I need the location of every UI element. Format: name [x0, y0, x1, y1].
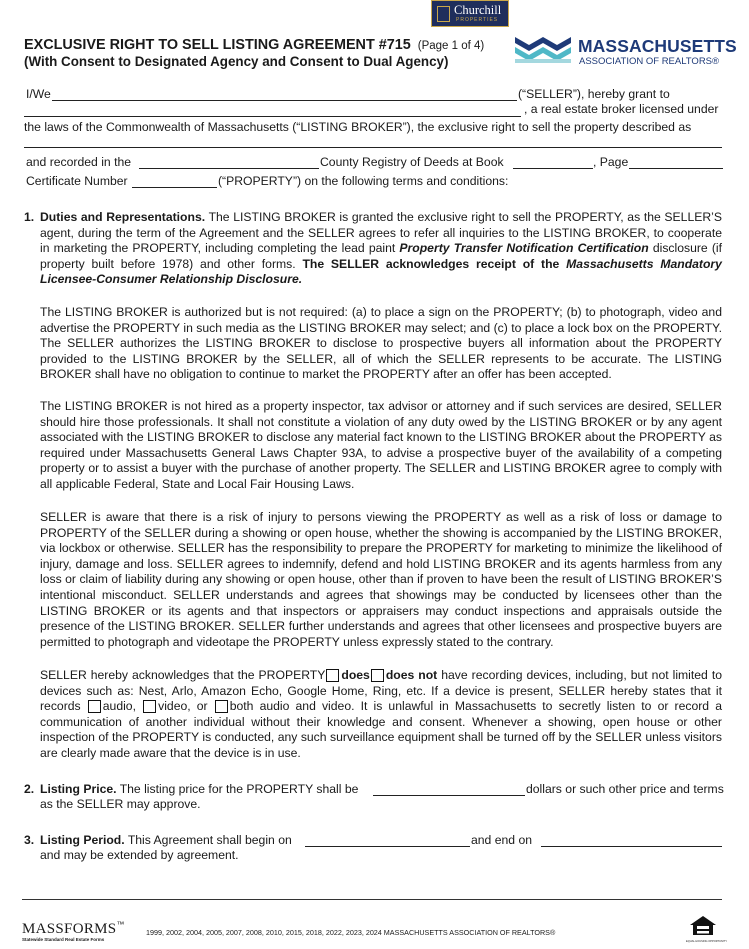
footer-divider: [22, 899, 722, 900]
churchill-logo: [431, 0, 509, 27]
seller-grant-text: (“SELLER”), hereby grant to: [518, 87, 670, 101]
iwe-label: I/We: [26, 87, 51, 101]
equal-housing-icon: [689, 915, 717, 939]
page-field[interactable]: [629, 168, 723, 169]
does-checkbox[interactable]: [326, 669, 339, 682]
section1-p1-text: The LISTING BROKER is granted the exclusive right to sell the PROPERTY, as the SELLER’S agent, during the term of the Agreement and the SELLER agrees to refer all inquiries to the LISTING BROKER, to cooperate in marketing the PROPERTY, including completing the lead paint: [40, 210, 723, 256]
section3-text-b: and end on: [471, 833, 532, 847]
massforms-brand: MASSFORMS: [22, 921, 117, 937]
recording-devices-text-a: SELLER hereby acknowledges that the PROPERTY: [40, 668, 326, 682]
section3-line1: [40, 833, 292, 847]
section3-number: 3.: [24, 833, 35, 847]
seller-name-field[interactable]: [52, 100, 517, 101]
section2-heading: Listing Price.: [40, 782, 117, 796]
county-field[interactable]: [139, 168, 319, 169]
mar-logo-icon: [515, 35, 571, 67]
section1-p1-text2: disclosure (if property built before 1978) and other forms.: [40, 241, 723, 271]
does-not-checkbox[interactable]: [371, 669, 384, 682]
property-description-field[interactable]: [24, 147, 722, 148]
section2-number: 2.: [24, 782, 35, 796]
does-label: does: [341, 668, 370, 682]
section2-text-b: dollars or such other price and terms: [526, 782, 724, 796]
both-checkbox[interactable]: [215, 700, 228, 713]
does-not-label: does not: [385, 668, 438, 682]
page-text: , Page: [593, 155, 629, 169]
section3-heading: Listing Period.: [40, 833, 125, 847]
churchill-logo-mark-icon: [437, 6, 450, 22]
audio-label: audio,: [102, 699, 136, 714]
section3-text-c: and may be extended by agreement.: [40, 848, 239, 862]
section1-number: 1.: [24, 210, 35, 224]
property-terms-text: (“PROPERTY”) on the following terms and conditions:: [218, 174, 509, 188]
section1-paragraph-4: SELLER is aware that there is a risk of injury to persons viewing the PROPERTY as well as a risk of loss or damage to PROPERTY of the SELLER during a showing or open house, whether the showing is accompanied by the LISTING BROKER, via lockbox or otherwise. SELLER has the responsibility to prepare the PROPERTY for marketing to minimize the likelihood of injury, damage and loss. SELLER agrees to indemnify, defend and hold LISTING BROKER and its agents harmless from any loss or claim of liability during any showing or open house, other than if proven to have been the result of LISTING BROKER’S intentional misconduct. SELLER understands and agrees that showings may be conducted by licensees other than the LISTING BROKER or its agents and that inspectors or appraisers may conduct inspections and appraisals outside the presence of the LISTING BROKER. SELLER further understands and agrees that other licensees and prospective buyers are permitted to photograph and videotape the PROPERTY unless expressly stated to the contrary.: [40, 510, 722, 649]
section2-text-c: as the SELLER may approve.: [40, 797, 201, 811]
section1-heading: Duties and Representations.: [40, 210, 206, 224]
broker-name-field[interactable]: [24, 116, 521, 117]
section1-p1-bold: The SELLER acknowledges receipt of the: [302, 256, 560, 271]
recording-devices-text-b: have recording devices, including, but not limited to devices such as: Nest, Arlo, Amazon Echo, Google Home, Ring, etc. If a device is present, SELLER hereby states that it records: [40, 668, 722, 714]
laws-text: the laws of the Commonwealth of Massachusetts (“LISTING BROKER”), the exclusive right to sell the property described as: [24, 120, 692, 134]
section1-paragraph-5: [40, 668, 722, 762]
massforms-sub: Statewide Standard Real Estate Forms: [22, 937, 105, 942]
begin-date-field[interactable]: [305, 846, 470, 847]
massforms-tm: ™: [116, 920, 125, 929]
recorded-text: and recorded in the: [26, 155, 132, 169]
county-text: County Registry of Deeds at Book: [320, 155, 504, 169]
broker-licensed-text: , a real estate broker licensed under: [524, 102, 719, 116]
video-label: video, or: [158, 699, 208, 714]
section1-p1-disclosure-name: Massachusetts Mandatory Licensee-Consumer Relationship Disclosure.: [40, 256, 722, 287]
video-checkbox[interactable]: [143, 700, 156, 713]
copyright-text: 1999, 2002, 2004, 2005, 2007, 2008, 2010, 2015, 2018, 2022, 2023, 2024 MASSACHUSETTS ASSOCIATION OF REALTORS®: [146, 928, 556, 937]
equal-housing-label: EQUAL HOUSING OPPORTUNITY: [686, 940, 727, 943]
section2-line1: [40, 782, 358, 796]
section1-p1-form-name: Property Transfer Notification Certification: [399, 241, 649, 256]
certificate-field[interactable]: [132, 187, 217, 188]
both-text: both audio and video. It is unlawful in Massachusetts to secretly listen to or record a communication of another individual without their knowledge and consent. Whenever a showing, open house or other inspection of the PROPERTY is conducted, any such surveillance equipment shall be turned off by the SELLER unless visitors are clearly made aware that the device is in use.: [40, 699, 722, 760]
document-title: [24, 37, 484, 53]
churchill-logo-text: Churchill: [454, 3, 502, 17]
title-text: EXCLUSIVE RIGHT TO SELL LISTING AGREEMENT #715: [24, 37, 411, 53]
massforms-logo: [22, 920, 124, 938]
document-subtitle: (With Consent to Designated Agency and Consent to Dual Agency): [24, 54, 449, 69]
churchill-logo-sub: PROPERTIES: [456, 17, 499, 23]
section1-paragraph-3: The LISTING BROKER is not hired as a property inspector, tax advisor or attorney and if such services are desired, SELLER should hire those professionals. It shall not constitute a violation of any duty owed by the LISTING BROKER or by any agent associated with the LISTING BROKER to disclose any material fact known to the LISTING BROKER about the PROPERTY as required under Massachusetts General Laws Chapter 93A, to advise a prospective buyer of the availability of a competing property or to assist a buyer with the purchase of another property. The SELLER and LISTING BROKER agree to comply with all applicable Federal, State and Local Fair Housing Laws.: [40, 399, 722, 491]
section2-text-a: The listing price for the PROPERTY shall be: [119, 782, 359, 796]
mar-sub: ASSOCIATION OF REALTORS®: [579, 56, 720, 67]
section1-paragraph-2: The LISTING BROKER is authorized but is not required: (a) to place a sign on the PROPERTY; (b) to photograph, video and advertise the PROPERTY in such media as the LISTING BROKER may select; and (c) to place a lock box on the PROPERTY. The SELLER authorizes the LISTING BROKER to disclose to prospective buyers all information about the PROPERTY provided to the LISTING BROKER by the SELLER, all of which the SELLER represents to be accurate. The LISTING BROKER shall have no obligation to continue to market the PROPERTY after an offer has been accepted.: [40, 305, 722, 382]
section3-text-a: This Agreement shall begin on: [127, 833, 292, 847]
book-field[interactable]: [513, 168, 593, 169]
listing-price-field[interactable]: [373, 795, 525, 796]
certificate-label: Certificate Number: [26, 174, 128, 188]
end-date-field[interactable]: [541, 846, 722, 847]
section1-paragraph-1: [40, 210, 722, 288]
page-indicator: (Page 1 of 4): [417, 40, 485, 52]
mar-name: MASSACHUSETTS: [578, 36, 737, 56]
audio-checkbox[interactable]: [88, 700, 101, 713]
